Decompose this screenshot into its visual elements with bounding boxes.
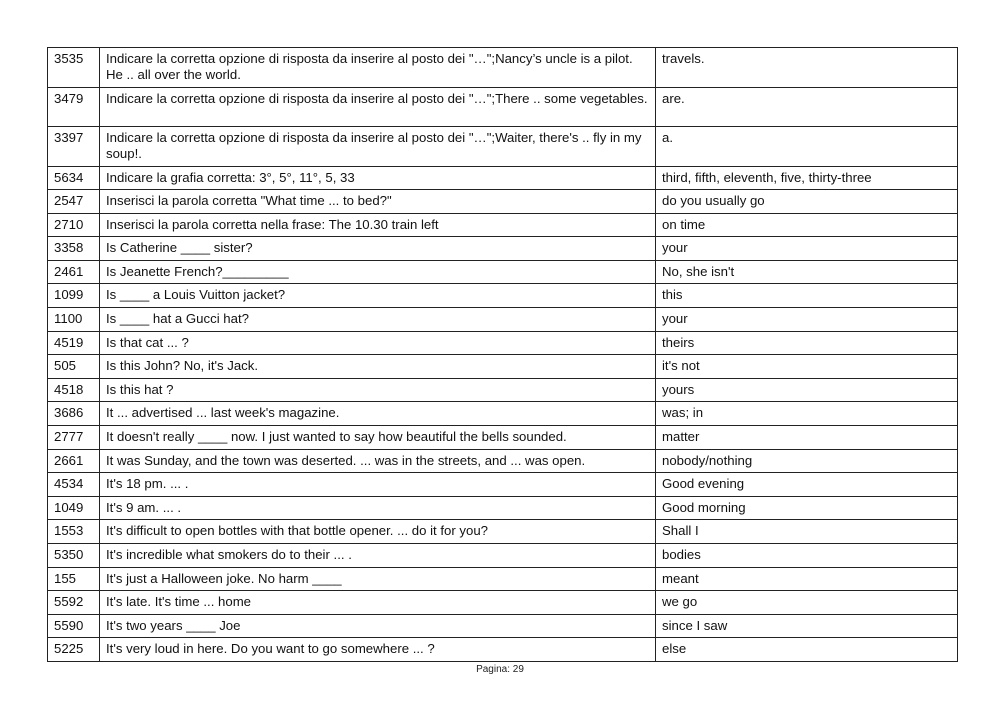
question-id-cell: 1099 [48, 284, 100, 308]
question-id-cell: 155 [48, 567, 100, 591]
answer-cell: a. [656, 127, 958, 167]
questions-table-body [48, 48, 958, 662]
question-text-cell: It's incredible what smokers do to their ... . [100, 544, 656, 568]
question-text-cell: It's two years ____ Joe [100, 614, 656, 638]
answer-cell: No, she isn't [656, 260, 958, 284]
table-row [48, 87, 958, 127]
question-text-cell: Is ____ hat a Gucci hat? [100, 308, 656, 332]
question-text-cell: Indicare la corretta opzione di risposta da inserire al posto dei "…";Waiter, there's .. fly in my soup!. [100, 127, 656, 167]
question-text-cell: Inserisci la parola corretta "What time ... to bed?" [100, 190, 656, 214]
answer-cell: yours [656, 378, 958, 402]
question-text-cell: Indicare la corretta opzione di risposta da inserire al posto dei "…";Nancy’s uncle is a pilot. He .. all over the world. [100, 48, 656, 88]
answer-cell: on time [656, 213, 958, 237]
table-row [48, 544, 958, 568]
question-id-cell: 2710 [48, 213, 100, 237]
question-id-cell: 3358 [48, 237, 100, 261]
question-id-cell: 2777 [48, 426, 100, 450]
answer-cell: this [656, 284, 958, 308]
answer-cell: it's not [656, 355, 958, 379]
answer-cell: Good evening [656, 473, 958, 497]
table-row [48, 520, 958, 544]
table-row [48, 308, 958, 332]
question-text-cell: It's 18 pm. ... . [100, 473, 656, 497]
answer-cell: do you usually go [656, 190, 958, 214]
answer-cell: nobody/nothing [656, 449, 958, 473]
question-text-cell: It's 9 am. ... . [100, 496, 656, 520]
table-row [48, 48, 958, 88]
question-id-cell: 4518 [48, 378, 100, 402]
table-row [48, 237, 958, 261]
answer-cell: since I saw [656, 614, 958, 638]
question-text-cell: Is Jeanette French?_________ [100, 260, 656, 284]
table-row [48, 426, 958, 450]
question-text-cell: Is ____ a Louis Vuitton jacket? [100, 284, 656, 308]
question-text-cell: Inserisci la parola corretta nella frase: The 10.30 train left [100, 213, 656, 237]
answer-cell: Shall I [656, 520, 958, 544]
answer-cell: else [656, 638, 958, 662]
question-id-cell: 1049 [48, 496, 100, 520]
question-id-cell: 1553 [48, 520, 100, 544]
question-text-cell: It doesn't really ____ now. I just wanted to say how beautiful the bells sounded. [100, 426, 656, 450]
question-id-cell: 4519 [48, 331, 100, 355]
table-row [48, 166, 958, 190]
table-row [48, 567, 958, 591]
question-id-cell: 5590 [48, 614, 100, 638]
table-row [48, 614, 958, 638]
question-text-cell: Is this hat ? [100, 378, 656, 402]
table-row [48, 355, 958, 379]
answer-cell: your [656, 237, 958, 261]
table-row [48, 331, 958, 355]
question-text-cell: It's late. It's time ... home [100, 591, 656, 615]
table-row [48, 402, 958, 426]
question-text-cell: Indicare la grafia corretta: 3°, 5°, 11°, 5, 33 [100, 166, 656, 190]
answer-cell: third, fifth, eleventh, five, thirty-three [656, 166, 958, 190]
table-row [48, 127, 958, 167]
answer-cell: theirs [656, 331, 958, 355]
answer-cell: bodies [656, 544, 958, 568]
table-row [48, 284, 958, 308]
table-row [48, 190, 958, 214]
page-footer: Pagina: 29 [476, 664, 524, 675]
answer-cell: your [656, 308, 958, 332]
question-id-cell: 5634 [48, 166, 100, 190]
table-row [48, 449, 958, 473]
answer-cell: travels. [656, 48, 958, 88]
question-id-cell: 4534 [48, 473, 100, 497]
question-text-cell: It's difficult to open bottles with that bottle opener. ... do it for you? [100, 520, 656, 544]
answer-cell: was; in [656, 402, 958, 426]
question-id-cell: 3686 [48, 402, 100, 426]
question-id-cell: 2461 [48, 260, 100, 284]
question-text-cell: It's just a Halloween joke. No harm ____ [100, 567, 656, 591]
table-row [48, 496, 958, 520]
table-row [48, 638, 958, 662]
question-id-cell: 3397 [48, 127, 100, 167]
question-text-cell: Is this John? No, it's Jack. [100, 355, 656, 379]
question-id-cell: 2547 [48, 190, 100, 214]
answer-cell: are. [656, 87, 958, 127]
answer-cell: Good morning [656, 496, 958, 520]
answer-cell: we go [656, 591, 958, 615]
question-id-cell: 5225 [48, 638, 100, 662]
question-text-cell: It was Sunday, and the town was deserted. ... was in the streets, and ... was open. [100, 449, 656, 473]
question-id-cell: 5592 [48, 591, 100, 615]
answer-cell: meant [656, 567, 958, 591]
question-id-cell: 2661 [48, 449, 100, 473]
questions-table [47, 47, 958, 662]
question-id-cell: 1100 [48, 308, 100, 332]
table-row [48, 473, 958, 497]
question-text-cell: Indicare la corretta opzione di risposta da inserire al posto dei "…";There .. some vegetables. [100, 87, 656, 127]
question-text-cell: Is that cat ... ? [100, 331, 656, 355]
question-text-cell: It ... advertised ... last week's magazine. [100, 402, 656, 426]
question-id-cell: 3479 [48, 87, 100, 127]
question-text-cell: Is Catherine ____ sister? [100, 237, 656, 261]
table-row [48, 378, 958, 402]
question-id-cell: 5350 [48, 544, 100, 568]
question-id-cell: 505 [48, 355, 100, 379]
table-row [48, 213, 958, 237]
table-row [48, 260, 958, 284]
question-id-cell: 3535 [48, 48, 100, 88]
question-text-cell: It's very loud in here. Do you want to go somewhere ... ? [100, 638, 656, 662]
table-row [48, 591, 958, 615]
answer-cell: matter [656, 426, 958, 450]
